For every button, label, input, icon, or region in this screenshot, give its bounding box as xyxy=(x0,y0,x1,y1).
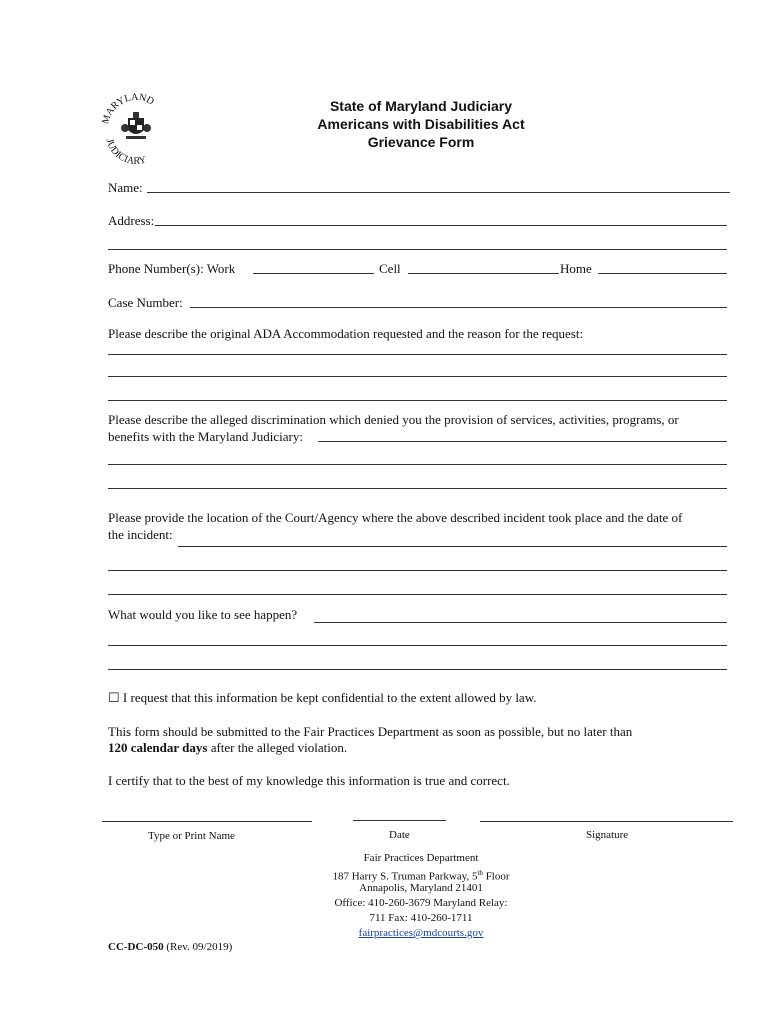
location-answer-line3[interactable] xyxy=(108,594,727,595)
outcome-answer-line2[interactable] xyxy=(108,645,727,646)
svg-text:MARYLAND xyxy=(100,92,155,125)
maryland-judiciary-seal xyxy=(100,88,172,168)
name-field[interactable] xyxy=(147,192,730,193)
print-name-caption: Type or Print Name xyxy=(148,830,235,842)
form-code: CC-DC-050 xyxy=(108,941,164,953)
contact-email-link[interactable]: fairpractices@mdcourts.gov xyxy=(358,927,484,939)
outcome-answer-line1[interactable] xyxy=(314,622,727,623)
case-number-label: Case Number: xyxy=(108,295,183,310)
form-id xyxy=(108,939,232,955)
date-field[interactable] xyxy=(353,820,446,821)
svg-text:JUDICIARY xyxy=(104,138,148,168)
seal-graphic xyxy=(100,88,172,168)
phone-work-field[interactable] xyxy=(253,273,374,274)
contact-email-row xyxy=(271,925,571,941)
contact-office-phone: Office: 410-260-3679 Maryland Relay: xyxy=(334,897,508,909)
form-title-line1: State of Maryland Judiciary xyxy=(329,98,513,114)
submission-notice-line1: This form should be submitted to the Fair Practices Department as soon as possible, but no later than xyxy=(108,724,633,739)
contact-street: 187 Harry S. Truman Parkway, 5 xyxy=(332,870,478,883)
seal-top-text: MARYLAND xyxy=(100,91,156,126)
form-revision: (Rev. 09/2019) xyxy=(163,941,233,953)
location-answer-line2[interactable] xyxy=(108,570,727,571)
contact-department: Fair Practices Department xyxy=(363,852,479,864)
seal-bottom-text: JUDICIARY xyxy=(103,137,148,168)
contact-relay-fax: 711 Fax: 410-260-1711 xyxy=(369,912,473,924)
accommodation-answer-line1[interactable] xyxy=(108,354,727,355)
question-location-line2: the incident: xyxy=(108,527,173,542)
address-field-line1[interactable] xyxy=(155,225,727,226)
confidential-checkbox[interactable]: ☐ xyxy=(108,690,120,705)
date-caption: Date xyxy=(389,829,410,841)
print-name-field[interactable] xyxy=(102,821,312,822)
address-label: Address: xyxy=(108,213,155,228)
phone-work-label: Phone Number(s): Work xyxy=(108,261,236,276)
question-accommodation: Please describe the original ADA Accommodation requested and the reason for the request: xyxy=(108,326,584,341)
contact-address-line2: Annapolis, Maryland 21401 xyxy=(359,882,483,894)
phone-cell-label: Cell xyxy=(379,261,401,276)
phone-cell-field[interactable] xyxy=(408,273,559,274)
signature-field[interactable] xyxy=(480,821,733,822)
outcome-answer-line3[interactable] xyxy=(108,669,727,670)
confidential-row xyxy=(108,690,537,706)
contact-floor: Floor xyxy=(482,870,510,883)
form-title-line2: Americans with Disabilities Act xyxy=(317,116,525,132)
deadline-emphasis: 120 calendar days xyxy=(108,740,208,755)
discrimination-answer-line1[interactable] xyxy=(318,441,727,442)
name-label: Name: xyxy=(108,180,143,195)
phone-home-field[interactable] xyxy=(598,273,727,274)
accommodation-answer-line3[interactable] xyxy=(108,400,727,401)
question-desired-outcome: What would you like to see happen? xyxy=(108,607,298,622)
discrimination-answer-line3[interactable] xyxy=(108,488,727,489)
accommodation-answer-line2[interactable] xyxy=(108,376,727,377)
address-field-line2[interactable] xyxy=(108,249,727,250)
certification-statement: I certify that to the best of my knowledge this information is true and correct. xyxy=(108,773,510,788)
location-answer-line1[interactable] xyxy=(178,546,727,547)
case-number-field[interactable] xyxy=(190,307,727,308)
question-discrimination-line1: Please describe the alleged discrimination which denied you the provision of services, activities, programs, or xyxy=(108,412,679,427)
phone-home-label: Home xyxy=(560,261,592,276)
signature-caption: Signature xyxy=(586,829,629,841)
deadline-rest: after the alleged violation. xyxy=(207,740,348,755)
question-discrimination-line2: benefits with the Maryland Judiciary: xyxy=(108,429,303,444)
form-title-line3: Grievance Form xyxy=(367,134,475,150)
discrimination-answer-line2[interactable] xyxy=(108,464,727,465)
submission-notice-line2 xyxy=(108,740,347,756)
confidential-label: I request that this information be kept confidential to the extent allowed by law. xyxy=(122,690,537,705)
question-location-line1: Please provide the location of the Court/Agency where the above described incident took place and the date of xyxy=(108,510,683,525)
contact-floor-ordinal: th xyxy=(477,869,483,877)
